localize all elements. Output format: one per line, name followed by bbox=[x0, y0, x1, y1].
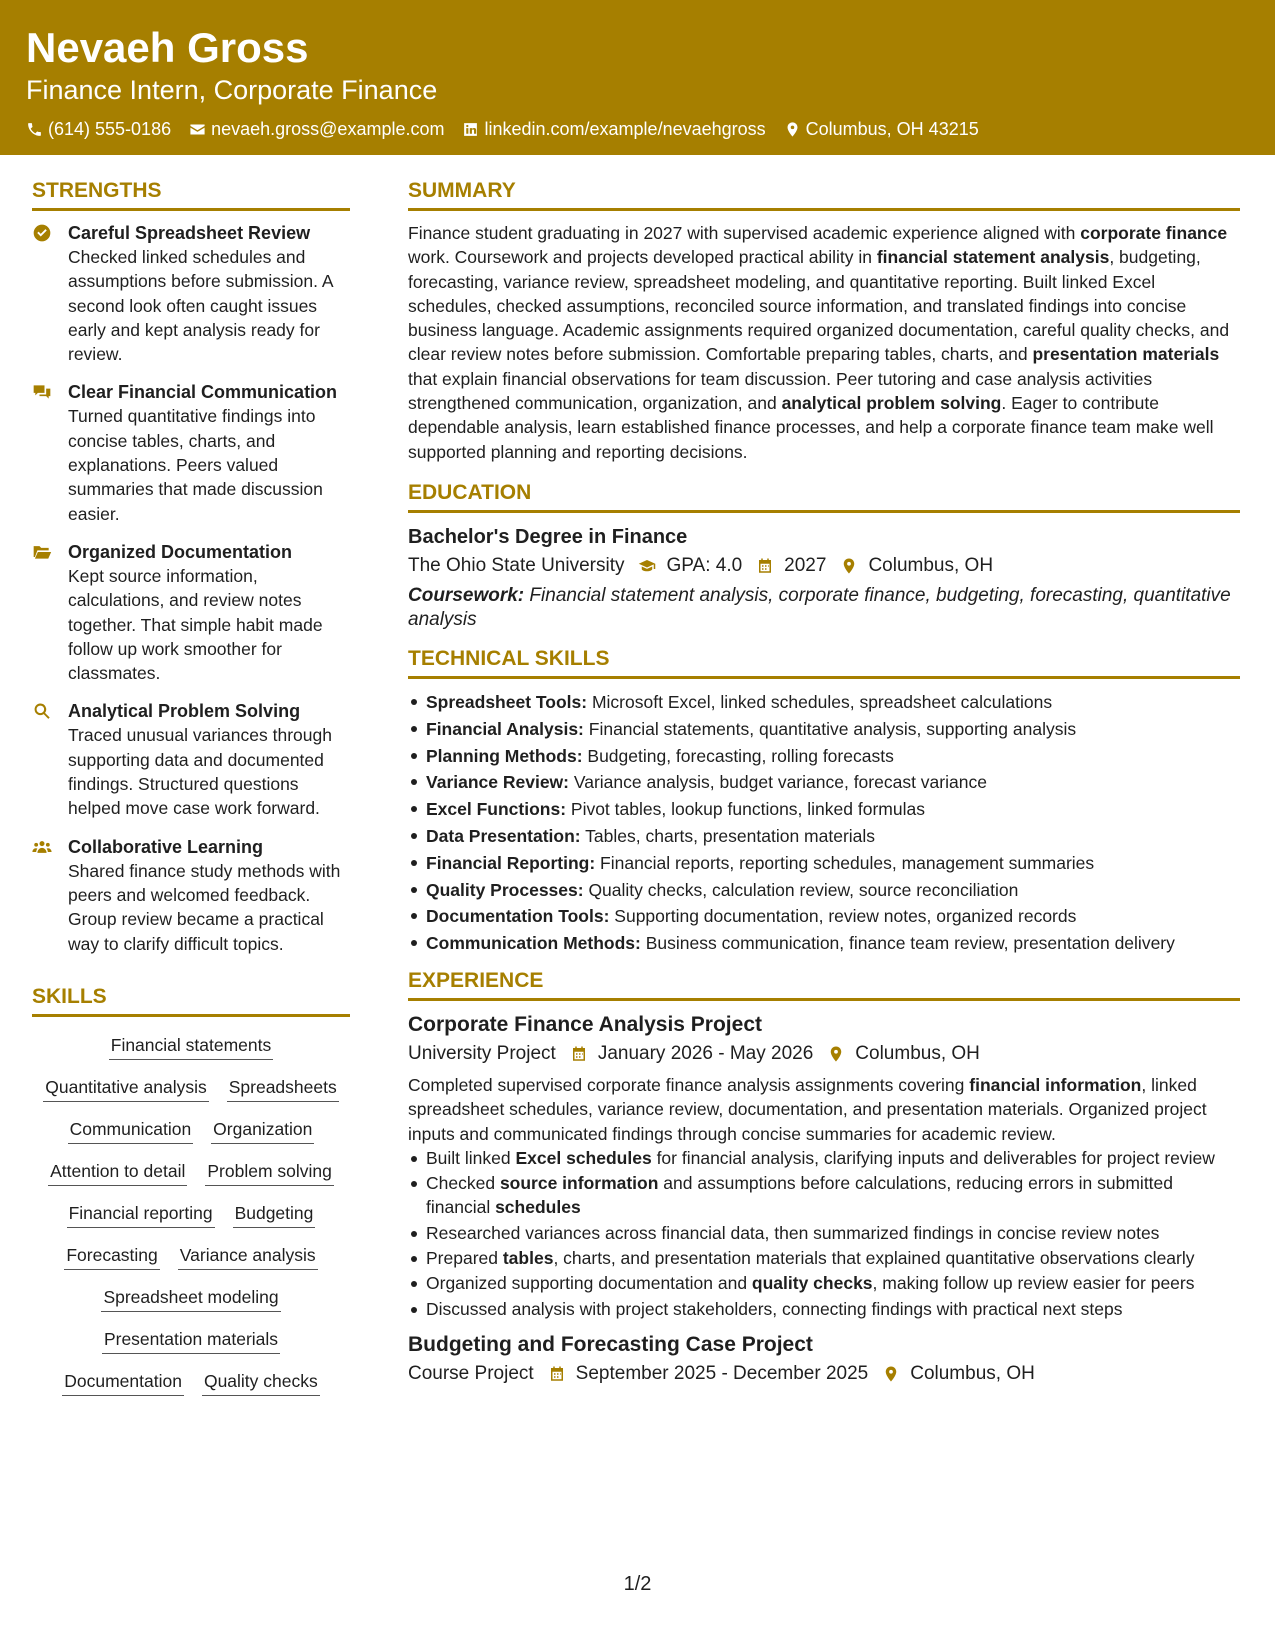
technical-skill-item bbox=[408, 716, 1240, 743]
strength-item bbox=[32, 380, 350, 525]
skill-tag: Quality checks bbox=[202, 1369, 320, 1396]
skill-tag: Spreadsheet modeling bbox=[101, 1285, 280, 1312]
bold-text: corporate finance bbox=[1080, 223, 1228, 243]
text-segment: and assumptions before calculations, reducing errors in submitted financial bbox=[426, 1173, 1174, 1218]
skill-tag: Financial reporting bbox=[67, 1201, 215, 1228]
bold-text: analytical problem solving bbox=[781, 393, 1002, 414]
linkedin-text[interactable]: linkedin.com/example/nevaehgross bbox=[484, 119, 766, 139]
text-segment: , charts, and presentation materials that explained quantitative observations clearly bbox=[553, 1248, 1195, 1269]
bold-text: financial information bbox=[969, 1074, 1142, 1095]
technical-skill-label: Data Presentation: bbox=[426, 825, 581, 846]
technical-skill-label: Financial Analysis: bbox=[426, 718, 584, 739]
technical-skill-value: Budgeting, forecasting, rolling forecasts bbox=[582, 745, 894, 766]
technical-skill-label: Variance Review: bbox=[426, 772, 569, 793]
experience-list bbox=[408, 1011, 1240, 1389]
technical-skill-value: Supporting documentation, review notes, organized records bbox=[609, 906, 1077, 927]
skill-tag: Quantitative analysis bbox=[43, 1075, 208, 1102]
calendar-icon bbox=[548, 1365, 566, 1383]
page-number: 1/2 bbox=[623, 1573, 652, 1595]
skill-tag: Financial statements bbox=[109, 1033, 274, 1060]
technical-skill-value: Business communication, finance team review, presentation delivery bbox=[640, 933, 1175, 954]
experience-dates: September 2025 - December 2025 bbox=[575, 1362, 869, 1384]
text-segment: , linked spreadsheet schedules, variance review, documentation, and presentation materials. Organized project inputs and communicated findings through concise summaries for academic review. bbox=[408, 1074, 1207, 1144]
experience-location: Columbus, OH bbox=[855, 1042, 980, 1064]
technical-skill-item bbox=[408, 850, 1240, 877]
summary-heading: SUMMARY bbox=[408, 178, 1240, 211]
technical-skill-value: Pivot tables, lookup functions, linked formulas bbox=[566, 799, 925, 820]
technical-skill-label: Documentation Tools: bbox=[426, 906, 610, 927]
experience-bullet bbox=[408, 1246, 1240, 1270]
check-circle-icon bbox=[32, 221, 54, 366]
skill-tag: Spreadsheets bbox=[227, 1075, 339, 1102]
technical-skill-value: Tables, charts, presentation materials bbox=[580, 825, 876, 846]
contact-bar bbox=[26, 116, 1249, 142]
experience-bullet bbox=[408, 1221, 1240, 1245]
text-segment: Discussed analysis with project stakeholders, connecting findings with practical next steps bbox=[426, 1298, 1123, 1319]
technical-skill-value: Financial statements, quantitative analysis, supporting analysis bbox=[583, 718, 1077, 739]
text-segment: Built linked bbox=[426, 1147, 516, 1168]
text-segment: Prepared bbox=[426, 1248, 503, 1269]
strengths-heading: STRENGTHS bbox=[32, 178, 350, 211]
experience-bullet bbox=[408, 1171, 1240, 1220]
bold-text: presentation materials bbox=[1032, 344, 1220, 365]
bold-text: schedules bbox=[495, 1197, 581, 1218]
contact-email[interactable] bbox=[189, 116, 444, 142]
folder-open-icon bbox=[32, 540, 54, 685]
text-segment: Organized supporting documentation and bbox=[426, 1273, 752, 1294]
technical-skill-label: Excel Functions: bbox=[426, 799, 567, 820]
skills-list bbox=[32, 1033, 350, 1396]
skill-tag: Forecasting bbox=[64, 1243, 159, 1270]
experience-title: Corporate Finance Analysis Project bbox=[408, 1012, 762, 1036]
experience-bullet bbox=[408, 1146, 1240, 1170]
strength-title: Analytical Problem Solving bbox=[68, 701, 301, 722]
technical-skill-item bbox=[408, 769, 1240, 796]
phone-text: (614) 555-0186 bbox=[48, 119, 172, 139]
skills-heading: SKILLS bbox=[32, 984, 350, 1017]
degree-title: Bachelor's Degree in Finance bbox=[408, 525, 688, 548]
candidate-name: Nevaeh Gross bbox=[26, 24, 309, 71]
strength-description: Traced unusual variances through supporting data and documented findings. Structured questions helped move case work forward. bbox=[68, 725, 332, 819]
text-segment: Checked bbox=[426, 1173, 500, 1194]
technical-skill-label: Communication Methods: bbox=[426, 933, 641, 954]
bold-text: financial statement analysis bbox=[876, 247, 1110, 268]
contact-linkedin[interactable] bbox=[462, 116, 765, 142]
text-segment: work. Coursework and projects developed practical ability in bbox=[408, 247, 877, 268]
bold-text: quality checks bbox=[751, 1273, 873, 1294]
technical-skill-item bbox=[408, 877, 1240, 904]
bold-text: tables bbox=[502, 1248, 554, 1269]
experience-org: Course Project bbox=[408, 1362, 534, 1384]
calendar-icon bbox=[756, 557, 774, 575]
experience-description bbox=[408, 1073, 1240, 1146]
map-marker-icon bbox=[784, 121, 801, 138]
strength-item bbox=[32, 221, 350, 366]
technical-skill-label: Planning Methods: bbox=[426, 745, 583, 766]
experience-item bbox=[408, 1331, 1240, 1389]
school-location: Columbus, OH bbox=[868, 554, 994, 576]
education-heading: EDUCATION bbox=[408, 480, 1240, 513]
technical-skill-value: Quality checks, calculation review, source reconciliation bbox=[583, 879, 1019, 900]
strength-item bbox=[32, 835, 350, 956]
school-name: The Ohio State University bbox=[408, 554, 625, 576]
coursework-label: Coursework: bbox=[408, 584, 525, 606]
bold-text: source information bbox=[499, 1173, 659, 1194]
skill-tag: Attention to detail bbox=[48, 1159, 187, 1186]
technical-skill-value: Financial reports, reporting schedules, management summaries bbox=[595, 852, 1095, 873]
strength-body bbox=[68, 380, 350, 525]
text-segment: for financial analysis, clarifying inputs and deliverables for project review bbox=[651, 1147, 1215, 1168]
strength-title: Collaborative Learning bbox=[68, 836, 264, 857]
skill-tag: Communication bbox=[68, 1117, 194, 1144]
strength-body bbox=[68, 835, 350, 956]
text-segment: that explain financial observations for team discussion. Peer tutoring and case analysis activities strengthened communication, organization, and bbox=[408, 368, 1153, 414]
experience-title: Budgeting and Forecasting Case Project bbox=[408, 1332, 813, 1356]
experience-bullet bbox=[408, 1271, 1240, 1295]
experience-dates: January 2026 - May 2026 bbox=[597, 1042, 814, 1064]
strength-item bbox=[32, 699, 350, 820]
technical-skill-label: Financial Reporting: bbox=[426, 852, 596, 873]
graduation-cap-icon bbox=[638, 557, 656, 575]
coursework-text: Financial statement analysis, corporate finance, budgeting, forecasting, quantitative analysis bbox=[408, 584, 1231, 630]
strength-description: Checked linked schedules and assumptions before submission. A second look often caught issues early and kept analysis ready for review. bbox=[68, 247, 333, 365]
bold-text: Excel schedules bbox=[515, 1147, 652, 1168]
right-column bbox=[408, 178, 1240, 1395]
experience-meta bbox=[408, 1359, 1240, 1389]
strength-description: Shared finance study methods with peers and welcomed feedback. Group review became a practical way to clarify difficult topics. bbox=[68, 860, 341, 954]
envelope-icon bbox=[189, 121, 206, 138]
coursework bbox=[408, 584, 1240, 632]
phone-icon bbox=[26, 121, 43, 138]
linkedin-icon bbox=[462, 121, 479, 138]
technical-skills-list bbox=[408, 689, 1240, 957]
technical-skill-item bbox=[408, 689, 1240, 716]
candidate-title: Finance Intern, Corporate Finance bbox=[26, 75, 438, 105]
strengths-list bbox=[32, 221, 350, 956]
experience-item bbox=[408, 1011, 1240, 1321]
experience-org: University Project bbox=[408, 1042, 556, 1064]
technical-skill-value: Microsoft Excel, linked schedules, spreadsheet calculations bbox=[587, 691, 1053, 712]
technical-skill-item bbox=[408, 743, 1240, 770]
text-segment: Researched variances across financial data, then summarized findings in concise review notes bbox=[426, 1222, 1160, 1243]
strength-title: Organized Documentation bbox=[68, 541, 293, 562]
users-icon bbox=[32, 835, 54, 956]
strength-description: Kept source information, calculations, and review notes together. That simple habit made follow up work smoother for classmates. bbox=[68, 565, 323, 684]
strength-title: Careful Spreadsheet Review bbox=[68, 223, 311, 243]
strength-description: Turned quantitative findings into concise tables, charts, and explanations. Peers valued summaries that made discussion easier. bbox=[68, 406, 323, 524]
technical-skills-heading: TECHNICAL SKILLS bbox=[408, 646, 1240, 679]
skill-tag: Problem solving bbox=[205, 1159, 334, 1186]
search-icon bbox=[32, 699, 54, 820]
left-column bbox=[32, 178, 350, 1396]
graduation-year: 2027 bbox=[784, 554, 827, 576]
map-marker-icon bbox=[882, 1365, 900, 1383]
location-text: Columbus, OH 43215 bbox=[805, 119, 979, 139]
map-marker-icon bbox=[840, 557, 858, 575]
text-segment: Finance student graduating in 2027 with supervised academic experience aligned with bbox=[408, 223, 1081, 243]
strength-title: Clear Financial Communication bbox=[68, 382, 338, 403]
resume-header bbox=[0, 0, 1275, 155]
technical-skill-item bbox=[408, 796, 1240, 823]
skill-tag: Variance analysis bbox=[178, 1243, 318, 1270]
technical-skill-item bbox=[408, 823, 1240, 850]
contact-location bbox=[784, 116, 979, 142]
summary-text bbox=[408, 221, 1240, 464]
education-meta bbox=[408, 551, 1240, 581]
technical-skill-item bbox=[408, 903, 1240, 930]
strength-body bbox=[68, 221, 350, 366]
gpa-text: GPA: 4.0 bbox=[666, 554, 743, 576]
strength-item bbox=[32, 540, 350, 685]
strength-body bbox=[68, 699, 350, 820]
technical-skill-label: Spreadsheet Tools: bbox=[426, 691, 588, 712]
skill-tag: Presentation materials bbox=[102, 1327, 280, 1354]
text-segment: Completed supervised corporate finance analysis assignments covering bbox=[408, 1074, 970, 1095]
experience-heading: EXPERIENCE bbox=[408, 968, 1240, 1001]
experience-bullet bbox=[408, 1297, 1240, 1321]
email-text[interactable]: nevaeh.gross@example.com bbox=[211, 119, 445, 139]
map-marker-icon bbox=[827, 1045, 845, 1063]
skill-tag: Organization bbox=[211, 1117, 314, 1144]
technical-skill-item bbox=[408, 930, 1240, 957]
skill-tag: Documentation bbox=[62, 1369, 184, 1396]
text-segment: , making follow up review easier for peers bbox=[872, 1273, 1195, 1294]
experience-bullets bbox=[408, 1146, 1240, 1321]
calendar-icon bbox=[570, 1045, 588, 1063]
strength-body bbox=[68, 540, 350, 685]
experience-meta bbox=[408, 1039, 1240, 1069]
technical-skill-value: Variance analysis, budget variance, forecast variance bbox=[569, 772, 987, 793]
skill-tag: Budgeting bbox=[233, 1201, 316, 1228]
text-segment: . Eager to contribute dependable analysis, learn established finance processes, and help a corporate finance team make well supported planning and reporting decisions. bbox=[408, 393, 1214, 462]
contact-phone bbox=[26, 116, 171, 142]
technical-skill-label: Quality Processes: bbox=[426, 879, 584, 900]
comments-icon bbox=[32, 380, 54, 525]
experience-location: Columbus, OH bbox=[910, 1362, 1035, 1384]
text-segment: , budgeting, forecasting, variance review, spreadsheet modeling, and quantitative reporting. Built linked Excel schedules, checked assumptions, reconciled source information, and translated findings into concise business language. Academic assignments required organized documentation, careful quality checks, and clear review notes before submission. Comfortable preparing tables, charts, and bbox=[408, 247, 1230, 365]
